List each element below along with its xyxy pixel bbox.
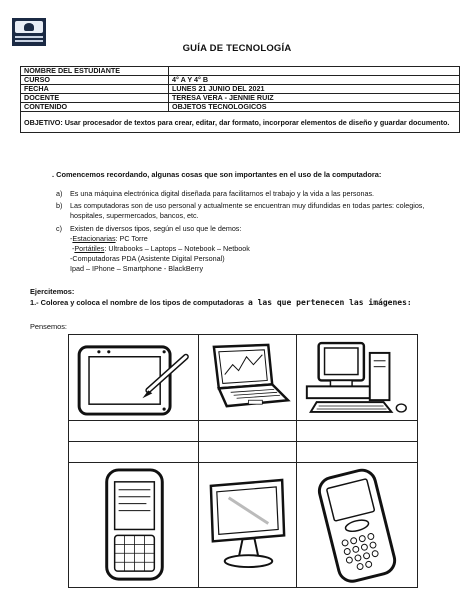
value-cell: 4° A Y 4° B bbox=[169, 76, 460, 85]
label-cell: CONTENIDO bbox=[21, 103, 169, 112]
exercises-heading: Ejercitemos: bbox=[30, 287, 75, 296]
table-row bbox=[21, 112, 460, 133]
label-cell: FECHA bbox=[21, 85, 169, 94]
value-cell: TERESA VERA - JENNIE RUIZ bbox=[169, 94, 460, 103]
info-list bbox=[56, 189, 456, 277]
pda-icon bbox=[69, 463, 199, 587]
monitor-icon bbox=[199, 463, 297, 587]
objective-cell: OBJETIVO: Usar procesador de textos para crear, editar, dar formato, incorporar elementos de diseño y guardar documento. bbox=[21, 112, 460, 133]
answer-blank[interactable] bbox=[199, 442, 297, 463]
page-title: GUÍA DE TECNOLOGÍA bbox=[182, 43, 292, 54]
label-cell: DOCENTE bbox=[21, 94, 169, 103]
list-marker: c) bbox=[56, 223, 62, 233]
list-item bbox=[56, 201, 456, 221]
blackberry-icon bbox=[297, 463, 417, 587]
value-cell: OBJETOS TECNOLOGICOS bbox=[169, 103, 460, 112]
answer-blank[interactable] bbox=[69, 442, 199, 463]
label-cell: NOMBRE DEL ESTUDIANTE bbox=[21, 67, 169, 76]
intro-text: . Comencemos recordando, algunas cosas que son importantes en el uso de la computadora: bbox=[52, 170, 382, 179]
value-cell[interactable] bbox=[169, 67, 460, 76]
list-marker: a) bbox=[56, 189, 63, 198]
question-1 bbox=[30, 298, 412, 307]
school-crest-icon bbox=[15, 21, 43, 33]
type-pda: -Computadoras PDA (Asistente Digital Personal) bbox=[70, 254, 225, 264]
table-row bbox=[21, 67, 460, 76]
list-marker: b) bbox=[56, 201, 63, 211]
label-cell: CURSO bbox=[21, 76, 169, 85]
laptop-icon bbox=[199, 335, 297, 421]
list-text bbox=[70, 224, 456, 275]
types-intro: Existen de diversos tipos, según el uso que le demos: bbox=[70, 223, 242, 233]
pensemos-label: Pensemos: bbox=[30, 322, 67, 331]
value-cell: LUNES 21 JUNIO DEL 2021 bbox=[169, 85, 460, 94]
list-item bbox=[56, 189, 456, 199]
answer-blank[interactable] bbox=[199, 421, 297, 442]
question-1-handwritten: a las que pertenecen las imágenes: bbox=[247, 298, 412, 307]
type-portatiles: -Portátiles: Ultrabooks – Laptops – Notebook – Netbook bbox=[70, 244, 250, 254]
type-other: Ipad – IPhone – Smartphone - BlackBerry bbox=[70, 264, 204, 274]
question-1-printed: 1.- Colorea y coloca el nombre de los tipos de computadoras bbox=[30, 298, 244, 307]
school-logo bbox=[12, 18, 46, 46]
desktop-pc-icon bbox=[297, 335, 417, 421]
student-info-table bbox=[20, 66, 460, 133]
answer-blank[interactable] bbox=[69, 421, 199, 442]
list-text: Es una máquina electrónica digital diseñada para facilitarnos el trabajo y la vida a las personas. bbox=[70, 189, 375, 198]
type-estacionarias: -Estacionarias: PC Torre bbox=[70, 233, 148, 243]
list-text: Las computadoras son de uso personal y actualmente se encuentran muy difundidas en todas partes: colegios, hospitales, supermercados, bancos, etc. bbox=[70, 201, 425, 221]
table-row bbox=[21, 103, 460, 112]
tablet-stylus-icon bbox=[69, 335, 199, 421]
answer-blank[interactable] bbox=[297, 442, 417, 463]
answer-blank[interactable] bbox=[297, 421, 417, 442]
image-grid bbox=[68, 334, 418, 588]
list-item bbox=[56, 224, 456, 275]
